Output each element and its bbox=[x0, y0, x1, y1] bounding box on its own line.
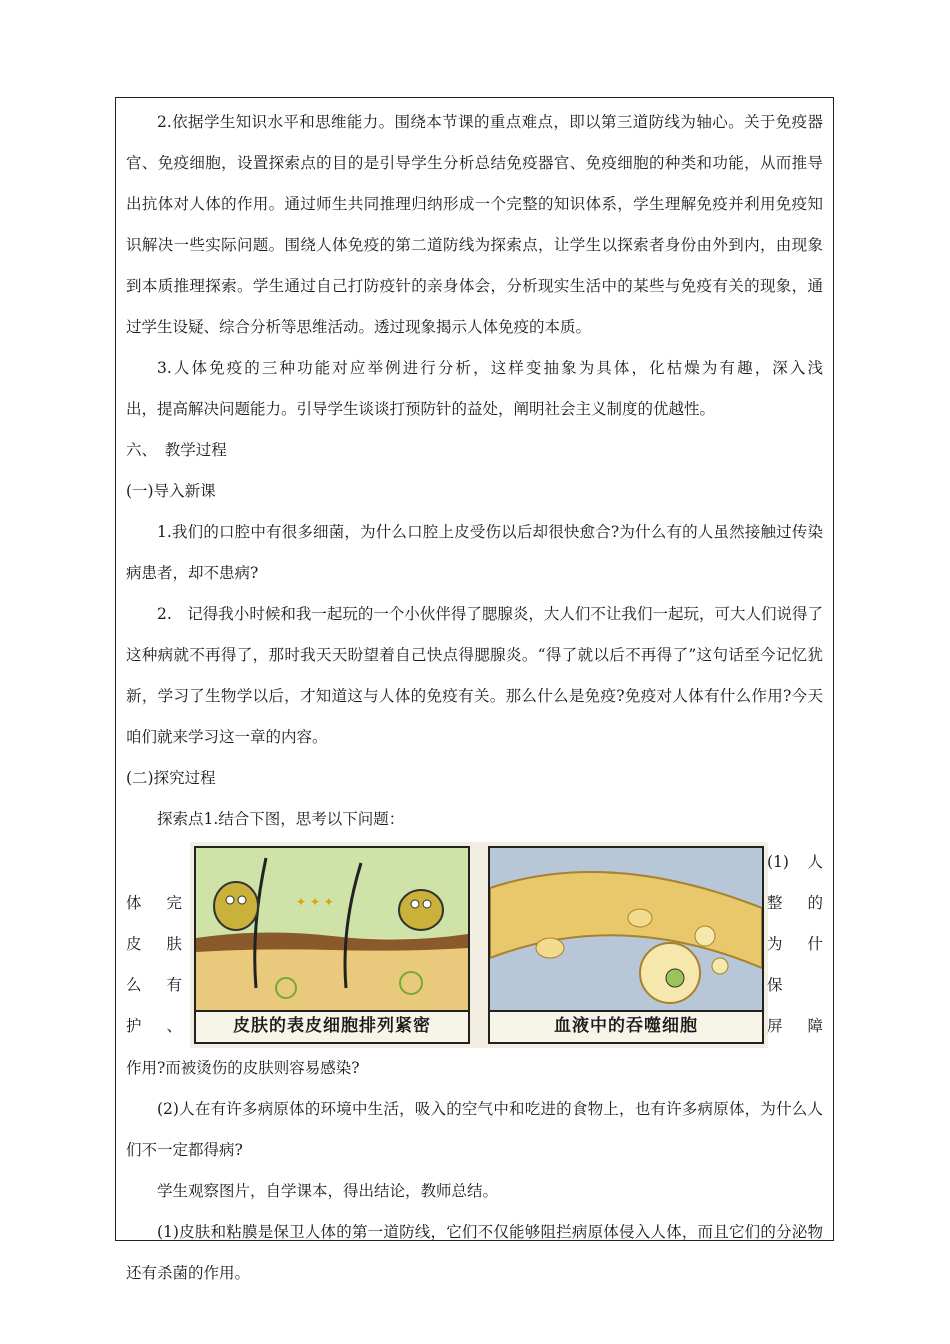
reasoning-paragraph-2: 2.依据学生知识水平和思维能力。围绕本节课的重点难点，即以第三道防线为轴心。关于免疫器官、免疫细胞，设置探索点的目的是引导学生分析总结免疫器官、免疫细胞的种类和功能，从而推导出抗体对人体的作用。通过师生共同推理归纳形成一个完整的知识体系，学生理解免疫并利用免疫知识解决一些实际问题。围绕人体免疫的第二道防线为探索点，让学生以探索者身份由外到内，由现象到本质推理探索。学生通过自己打防疫针的亲身体会，分析现实生活中的某些与免疫有关的现象，通过学生设疑、综合分析等思维活动。透过现象揭示人体免疫的本质。 bbox=[126, 113, 823, 336]
wrap-right-line: 屏 障 bbox=[767, 1017, 823, 1035]
intro-question-2: 2. 记得我小时候和我一起玩的一个小伙伴得了腮腺炎，大人们不让我们一起玩，可大人们说得了这种病就不再得了，那时我天天盼望着自己快点得腮腺炎。“得了就以后不再得了”这句话至今记忆犹新，学习了生物学以后，才知道这与人体的免疫有关。那么什么是免疫?免疫对人体有什么作用?今天咱们就来学习这一章的内容。 bbox=[126, 605, 823, 746]
wrap-left-line: 护 、 bbox=[126, 1017, 182, 1035]
explore-question-2: (2)人在有许多病原体的环境中生活，吸入的空气中和吃进的食物上，也有许多病原体，为什么人们不一定都得病? bbox=[126, 1100, 823, 1159]
wrap-right-line: 保 bbox=[767, 976, 783, 994]
conclusion-1: (1)皮肤和粘膜是保卫人体的第一道防线，它们不仅能够阻拦病原体侵入人体，而且它们的分泌物还有杀菌的作用。 bbox=[126, 1223, 823, 1282]
part-one-heading: (一)导入新课 bbox=[126, 482, 216, 500]
intro-question-1: 1.我们的口腔中有很多细菌，为什么口腔上皮受伤以后却很快愈合?为什么有的人虽然接触过传染病患者，却不患病? bbox=[126, 523, 823, 582]
document-body bbox=[126, 102, 823, 1294]
skin-drawing bbox=[196, 848, 468, 1014]
reasoning-paragraph-3-line2: 出，提高解决问题能力。引导学生谈谈打预防针的益处，阐明社会主义制度的优越性。 bbox=[126, 400, 716, 418]
content-table-cell bbox=[115, 97, 834, 1282]
wrap-left-line bbox=[126, 842, 182, 883]
blood-vessel-drawing bbox=[490, 848, 762, 1014]
wrap-right-line: 为 什 bbox=[767, 935, 823, 953]
wrap-right-line: 整 的 bbox=[767, 894, 823, 912]
svg-text:✦ ✦ ✦: ✦ ✦ ✦ bbox=[296, 895, 334, 909]
immunity-figure bbox=[190, 842, 768, 1048]
wrap-text-left bbox=[126, 842, 182, 1047]
wrap-right-line: (1) 人 bbox=[767, 853, 823, 871]
wrap-left-line: 皮 肤 bbox=[126, 935, 182, 953]
wrap-left-line: 体 完 bbox=[126, 894, 182, 912]
reasoning-paragraph-3-line1: 3.人体免疫的三种功能对应举例进行分析，这样变抽象为具体，化枯燥为有趣，深入浅 bbox=[157, 359, 823, 377]
section-six-heading: 六、 教学过程 bbox=[126, 441, 227, 459]
wrap-left-line: 么 有 bbox=[126, 976, 182, 994]
skin-caption: 皮肤的表皮细胞排列紧密 bbox=[196, 1010, 468, 1042]
phagocyte-caption: 血液中的吞噬细胞 bbox=[490, 1010, 762, 1042]
phagocyte-illustration bbox=[488, 846, 764, 1044]
part-two-heading: (二)探究过程 bbox=[126, 769, 216, 787]
figure-with-wrapped-text bbox=[126, 842, 823, 1048]
skin-illustration bbox=[194, 846, 470, 1044]
observe-instruction: 学生观察图片，自学课本，得出结论，教师总结。 bbox=[157, 1182, 499, 1200]
explore-point-1: 探索点1.结合下图，思考以下问题： bbox=[157, 810, 405, 828]
wrap-tail-line: 作用?而被烫伤的皮肤则容易感染? bbox=[126, 1059, 360, 1077]
wrap-text-right bbox=[767, 842, 823, 1047]
